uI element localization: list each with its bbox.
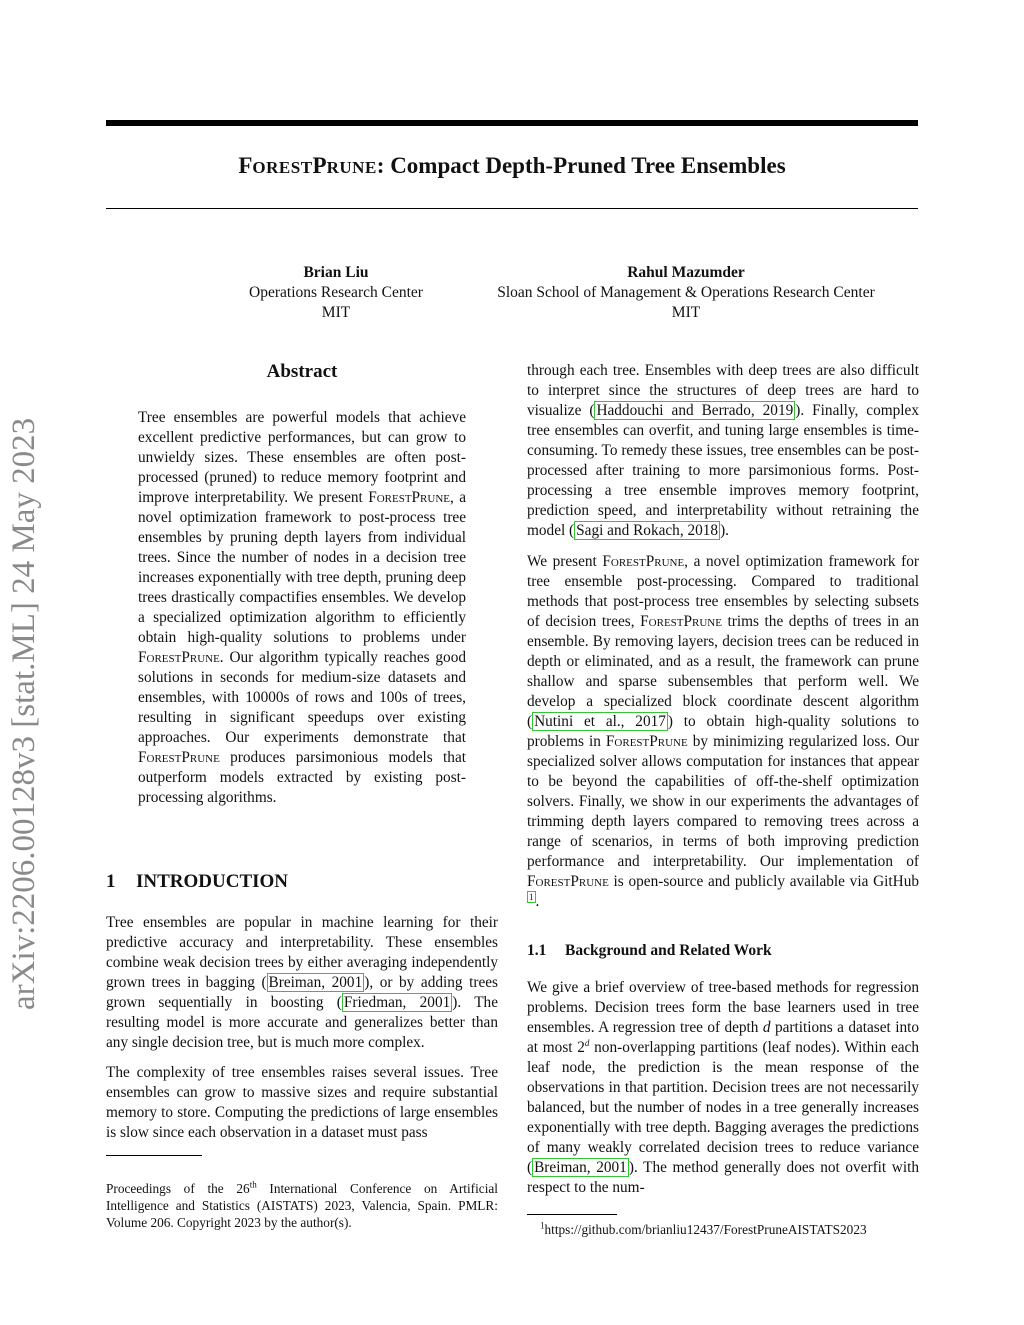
abstract-part: . Our algorithm typically reaches good solutions in seconds for medium-size datasets and ensembles, with 10000s of rows and 100s of trees, resulting in significant speedups over existing approaches. Our experiments demonstrate that [138,649,466,746]
citation-link[interactable]: Breiman, 2001 [268,974,363,991]
title-f: F [238,153,253,178]
text: ). [720,522,729,539]
author-name: Rahul Mazumder [627,264,745,281]
text: is open-source and publicly available via GitHub [608,873,919,890]
footnote-rule [527,1214,617,1215]
text: through each tree. Ensembles with deep trees are also difficult to interpret since the structures of deep trees are hard to visualize ( [527,362,919,419]
intro-paragraph-2-continued [527,361,919,541]
method-name: ForestPrune [138,649,220,666]
title-orest: OREST [252,158,313,177]
footnote-rule [106,1155,202,1156]
footnote-link[interactable]: 1 [529,891,534,902]
abstract-text [138,408,466,808]
method-name: ForestPrune [527,873,609,890]
superscript: th [249,1179,257,1190]
text: Tree ensembles are popular in machine learning for their predictive accuracy and interpretability. These ensembles combine weak decision trees by either averaging independently grown trees in bagging ( [106,914,498,991]
abstract-heading: Abstract [266,361,338,382]
citation-link[interactable]: Friedman, 2001 [343,994,451,1011]
method-name: ForestPrune [640,613,722,630]
math-superscript: d [584,1037,590,1048]
title-p: P [312,153,327,178]
section-title: INTRODUCTION [136,871,289,892]
author-block-2 [478,263,894,323]
title-rune: RUNE [326,158,377,177]
title-bottom-rule [106,208,918,209]
text: We present [527,553,603,570]
paper-title [106,150,918,184]
text: non-overlapping partitions (leaf nodes). Within each leaf node, the prediction is the mean response of the observations in that partition. Decision trees are not necessarily balanced, but the number of nodes in a tree generally increases exponentially with tree depth. Bagging averages the predictions of many weakly correlated decision trees to reduce variance ( [527,1039,919,1176]
intro-paragraph-2: The complexity of tree ensembles raises several issues. Tree ensembles can grow to massive sizes and require substantial memory to store. Computing the predictions of large ensembles is slow since each observation in a dataset must pass [106,1064,498,1141]
text: partitions a dataset into at most 2 [527,1019,919,1056]
text: . [535,893,540,910]
abstract-part: Tree ensembles are powerful models that achieve excellent predictive performances, but can grow to unwieldy sizes. These ensembles are often post-processed (pruned) to reduce memory footprint and improve interpretability. We present [138,409,466,506]
subsection-number: 1.1 [527,942,547,959]
title-rest: : Compact Depth-Pruned Tree Ensembles [376,153,786,178]
method-name: ForestPrune [605,733,688,750]
github-footnote [540,1221,920,1238]
citation-link[interactable]: Sagi and Rokach, 2018 [576,522,719,539]
section-heading-introduction [106,870,498,894]
github-url[interactable]: https://github.com/brianliu12437/ForestPruneAISTATS2023 [544,1222,867,1237]
arxiv-identifier: arXiv:2206.00128v3 [stat.ML] 24 May 2023 [6,417,42,1010]
math-variable: d [762,1019,771,1036]
author-affiliation: Sloan School of Management & Operations Research Center [497,284,875,301]
text: trims the depths of trees in an ensemble. By removing layers, decision trees can be reduced in depth or eliminated, and as a result, the framework can prune shallow and sparse subensembles that perform well. We develop a specialized block coordinate descent algorithm ( [527,613,919,730]
author-block-1 [236,263,436,323]
text: ). Finally, complex tree ensembles can overfit, and tuning large ensembles is time-consuming. To remedy these issues, tree ensembles can be post-processed after training to more parsimonious forms. Post-processing a tree ensemble improves memory footprint, prediction speed, and interpretability without retraining the model ( [527,402,919,539]
text: We give a brief overview of tree-based methods for regression problems. Decision trees form the base learners used in tree ensembles. A regression tree of depth [527,979,919,1036]
text: ). The resulting model is more accurate and generalizes better than any single decision tree, but is much more complex. [106,994,498,1051]
text: by minimizing regularized loss. Our specialized solver allows computation for instances that appear to be beyond the capabilities of off-the-shelf optimization solvers. Finally, we show in our experiments the advantages of trimming depth layers compared to removing trees across a range of scenarios, in terms of both improving prediction performance and interpretability. Our implementation of [527,733,919,870]
subsection-heading-background [527,940,919,962]
citation-link[interactable]: Nutini et al., 2017 [534,713,666,730]
method-name: ForestPrune [138,749,220,766]
proceedings-footnote [106,1180,498,1231]
text: Proceedings of the 26 [106,1181,250,1196]
subsection-title: Background and Related Work [565,942,772,959]
citation-link[interactable]: Haddouchi and Berrado, 2019 [596,402,794,419]
text: ), or by adding trees grown sequentially in boosting ( [106,974,498,1011]
background-paragraph-1 [527,978,919,1198]
method-name: ForestPrune [368,489,450,506]
section-number: 1 [106,871,116,892]
text: , a novel optimization framework for tree ensemble post-processing. Compared to traditional methods that post-process tree ensembles by selecting subsets of decision trees, [527,553,920,630]
intro-paragraph-3 [527,552,919,912]
author-affiliation: Operations Research Center [249,284,423,301]
author-institution: MIT [671,304,701,321]
author-name: Brian Liu [303,264,369,281]
text: ) to obtain high-quality solutions to problems in [527,713,920,750]
citation-link[interactable]: Breiman, 2001 [534,1159,627,1176]
text: International Conference on Artificial Intelligence and Statistics (AISTATS) 2023, Valencia, Spain. PMLR: Volume 206. Copyright 2023 by the author(s). [106,1181,498,1230]
method-name: ForestPrune [602,553,685,570]
footnote-number: 1 [540,1220,545,1231]
intro-paragraph-1 [106,913,498,1053]
text: ). The method generally does not overfit with respect to the num- [527,1159,919,1196]
title-top-rule [106,120,918,126]
abstract-part: , a novel optimization framework to post-process tree ensembles by pruning depth layers from individual trees. Since the number of nodes in a decision tree increases exponentially with tree depth, pruning deep trees drastically compactifies ensembles. We develop a specialized optimization algorithm to efficiently obtain high-quality solutions to problems under [138,489,466,646]
author-institution: MIT [321,304,351,321]
abstract-part: produces parsimonious models that outperform models extracted by existing post-processing algorithms. [138,749,466,806]
